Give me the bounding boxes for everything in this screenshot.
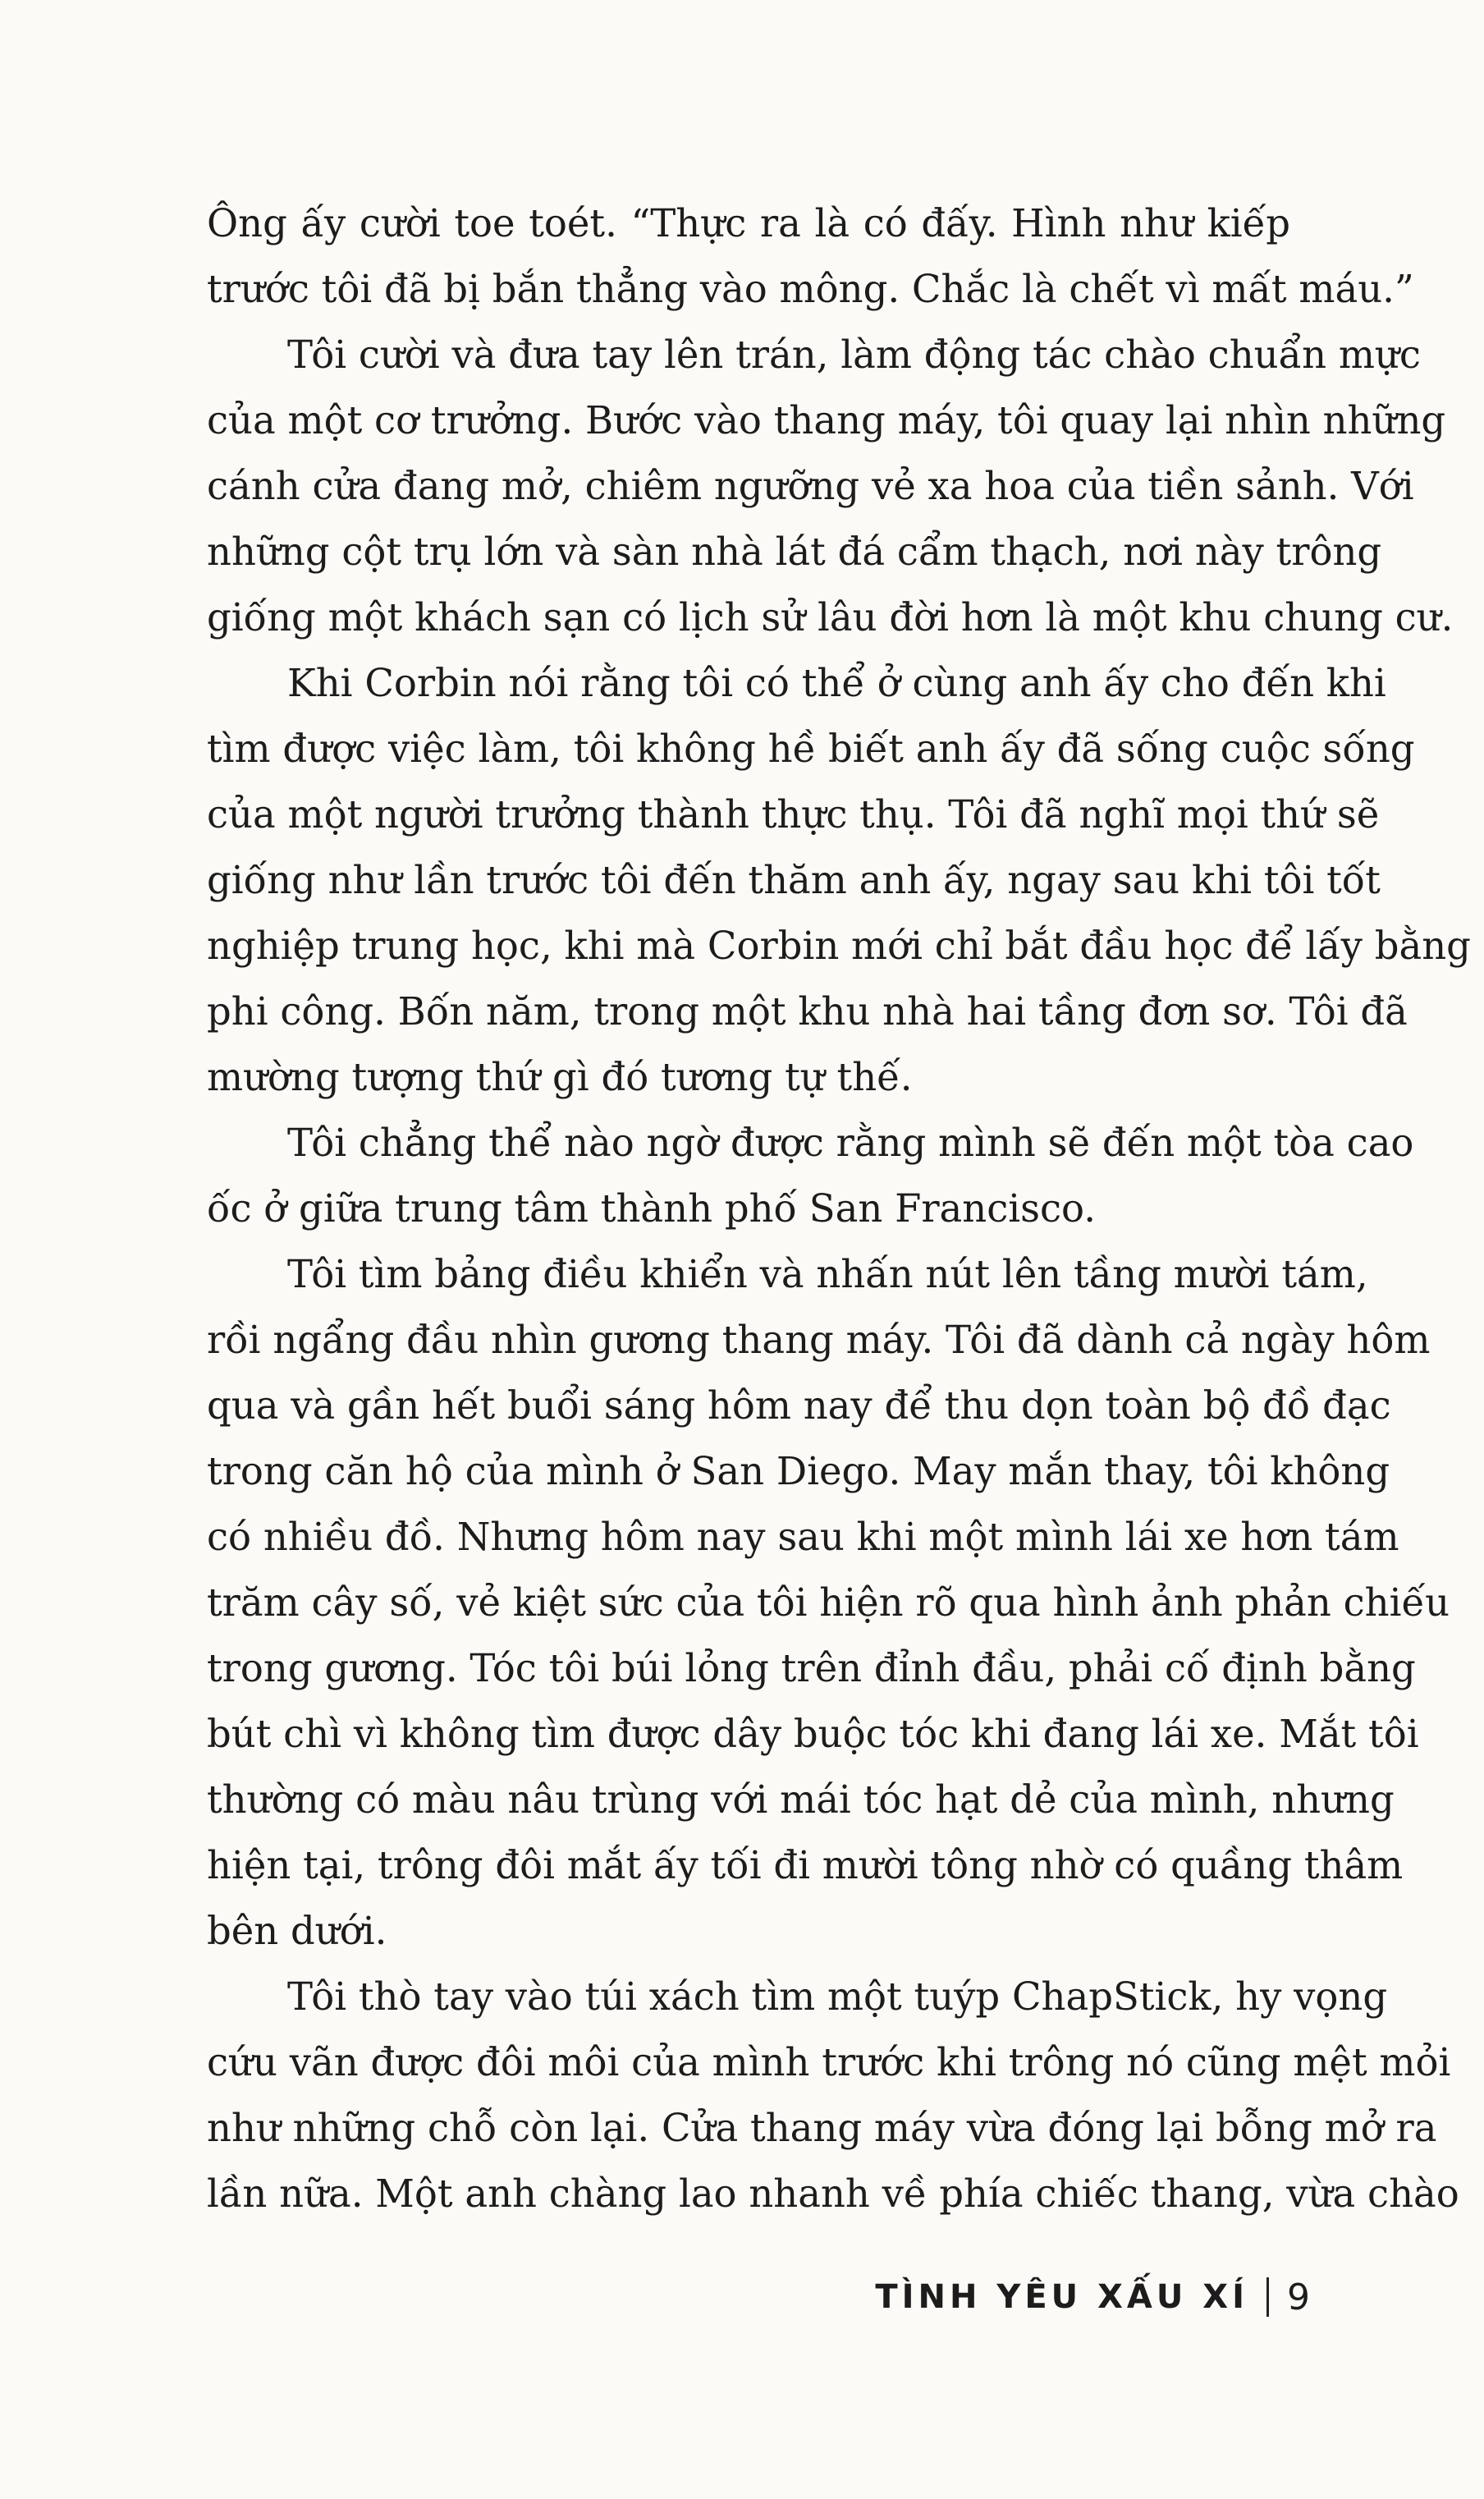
- text-line: lần nữa. Một anh chàng lao nhanh về phía chiếc thang, vừa chào: [207, 2171, 1459, 2216]
- text-line: Tôi chẳng thể nào ngờ được rằng mình sẽ đến một tòa cao: [287, 1121, 1414, 1165]
- text-line: Ông ấy cười toe toét. “Thực ra là có đấy. Hình như kiếp: [207, 201, 1290, 245]
- text-line: của một người trưởng thành thực thụ. Tôi đã nghĩ mọi thứ sẽ: [207, 792, 1380, 837]
- text-line: qua và gần hết buổi sáng hôm nay để thu dọn toàn bộ đồ đạc: [207, 1383, 1391, 1428]
- text-line: bút chì vì không tìm được dây buộc tóc khi đang lái xe. Mắt tôi: [207, 1712, 1419, 1756]
- text-line: phi công. Bốn năm, trong một khu nhà hai tầng đơn sơ. Tôi đã: [207, 989, 1408, 1034]
- text-line: có nhiều đồ. Nhưng hôm nay sau khi một mình lái xe hơn tám: [207, 1515, 1399, 1559]
- paragraph: [207, 1110, 1414, 1241]
- text-line: của một cơ trưởng. Bước vào thang máy, tôi quay lại nhìn những: [207, 398, 1446, 442]
- text-line: những cột trụ lớn và sàn nhà lát đá cẩm thạch, nơi này trông: [207, 530, 1382, 574]
- page-body: [207, 190, 1471, 2226]
- text-line: tìm được việc làm, tôi không hề biết anh ấy đã sống cuộc sống: [207, 727, 1415, 771]
- text-line: Khi Corbin nói rằng tôi có thể ở cùng anh ấy cho đến khi: [287, 661, 1386, 705]
- paragraph: [207, 190, 1414, 322]
- paragraph: [207, 322, 1454, 650]
- text-line: rồi ngẩng đầu nhìn gương thang máy. Tôi đã dành cả ngày hôm: [207, 1318, 1431, 1362]
- paragraph: [207, 1241, 1450, 1964]
- text-line: Tôi thò tay vào túi xách tìm một tuýp ChapStick, hy vọng: [287, 1974, 1388, 2019]
- footer-divider: [1266, 2277, 1269, 2317]
- text-line: trong căn hộ của mình ở San Diego. May mắn thay, tôi không: [207, 1449, 1390, 1493]
- text-line: giống như lần trước tôi đến thăm anh ấy, ngay sau khi tôi tốt: [207, 858, 1381, 902]
- page-footer: [875, 2264, 1310, 2330]
- text-line: Tôi tìm bảng điều khiển và nhấn nút lên tầng mười tám,: [287, 1252, 1368, 1296]
- text-line: bên dưới.: [207, 1909, 387, 1953]
- running-title: TÌNH YÊU XẤU XÍ: [875, 2278, 1248, 2316]
- text-line: trong gương. Tóc tôi búi lỏng trên đỉnh đầu, phải cố định bằng: [207, 1646, 1416, 1690]
- text-line: như những chỗ còn lại. Cửa thang máy vừa đóng lại bỗng mở ra: [207, 2106, 1437, 2150]
- text-line: Tôi cười và đưa tay lên trán, làm động tác chào chuẩn mực: [287, 332, 1421, 377]
- text-line: cánh cửa đang mở, chiêm ngưỡng vẻ xa hoa của tiền sảnh. Với: [207, 464, 1414, 508]
- paragraph: [207, 650, 1471, 1110]
- text-line: trước tôi đã bị bắn thẳng vào mông. Chắc là chết vì mất máu.”: [207, 267, 1414, 311]
- text-line: hiện tại, trông đôi mắt ấy tối đi mười tông nhờ có quầng thâm: [207, 1843, 1404, 1887]
- text-line: trăm cây số, vẻ kiệt sức của tôi hiện rõ qua hình ảnh phản chiếu: [207, 1580, 1450, 1625]
- page-number: 9: [1287, 2276, 1310, 2318]
- text-line: ốc ở giữa trung tâm thành phố San Francisco.: [207, 1186, 1097, 1231]
- text-line: cứu vãn được đôi môi của mình trước khi trông nó cũng mệt mỏi: [207, 2040, 1451, 2084]
- text-line: mường tượng thứ gì đó tương tự thế.: [207, 1055, 913, 1099]
- text-line: giống một khách sạn có lịch sử lâu đời hơn là một khu chung cư.: [207, 595, 1454, 640]
- paragraph: [207, 1964, 1459, 2226]
- text-line: nghiệp trung học, khi mà Corbin mới chỉ bắt đầu học để lấy bằng: [207, 924, 1471, 968]
- text-line: thường có màu nâu trùng với mái tóc hạt dẻ của mình, nhưng: [207, 1777, 1395, 1822]
